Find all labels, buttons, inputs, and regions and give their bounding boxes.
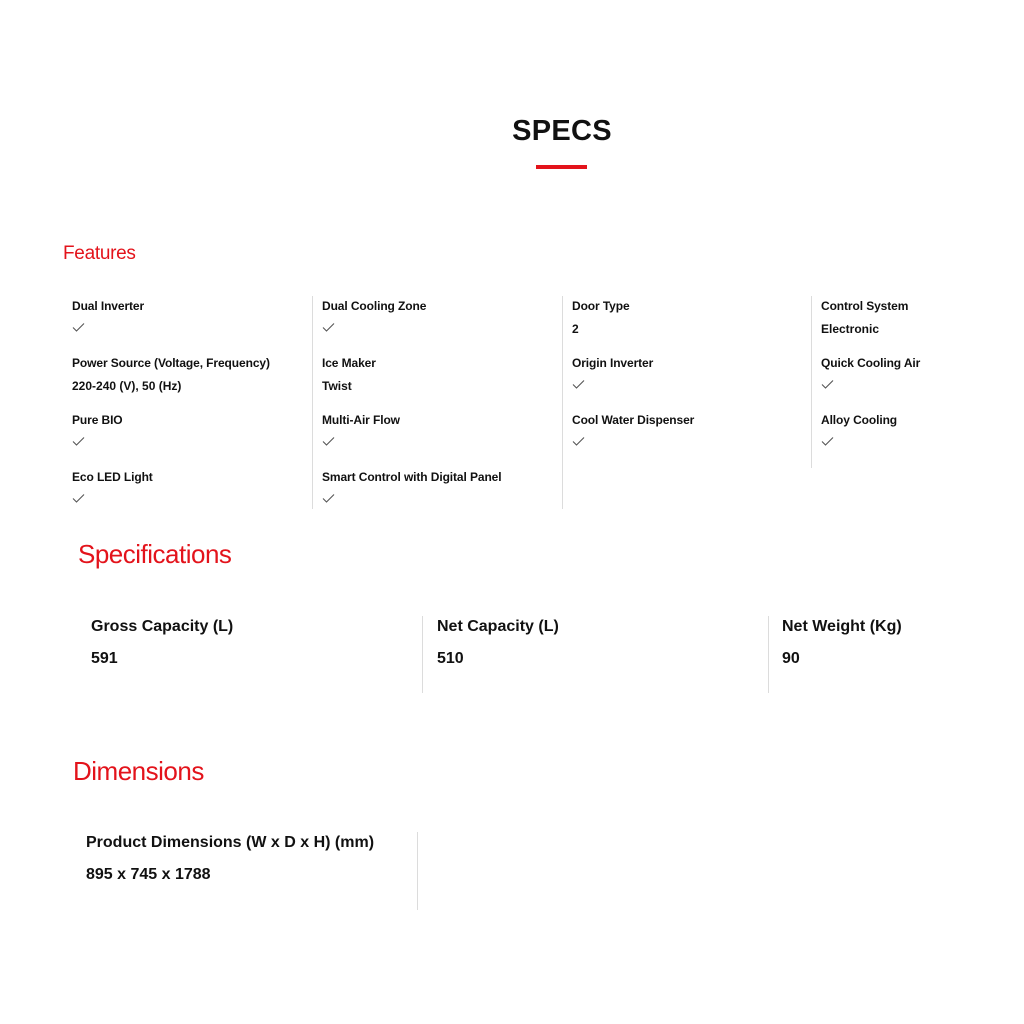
check-icon: [72, 322, 85, 333]
spec-value: 90: [782, 650, 800, 667]
feature-name: Multi-Air Flow: [322, 413, 400, 427]
feature-item: [313, 296, 562, 353]
feature-item: [313, 467, 562, 524]
feature-value: 220-240 (V), 50 (Hz): [72, 379, 182, 393]
page-title: SPECS: [512, 115, 612, 147]
feature-name: Door Type: [572, 299, 630, 313]
feature-name: Dual Cooling Zone: [322, 299, 427, 313]
title-underline: [536, 165, 587, 169]
check-icon: [572, 379, 585, 390]
spec-name: Net Capacity (L): [437, 618, 559, 635]
spec-item: [437, 616, 769, 693]
check-icon: [72, 436, 85, 447]
feature-name: Dual Inverter: [72, 299, 145, 313]
feature-item: [63, 410, 312, 467]
check-icon: [821, 436, 834, 447]
feature-item: [812, 410, 1012, 467]
check-icon: [821, 379, 834, 390]
check-icon: [72, 493, 85, 504]
spec-name: Gross Capacity (L): [91, 618, 234, 635]
features-column-1: [63, 296, 313, 509]
features-column-2: [313, 296, 563, 509]
specifications-heading: Specifications: [78, 539, 232, 569]
feature-name: Quick Cooling Air: [821, 356, 921, 370]
specs-title-container: [462, 112, 662, 150]
features-column-4: [811, 296, 1012, 468]
feature-item: [563, 353, 812, 410]
spec-value: 591: [91, 650, 118, 667]
check-icon: [572, 436, 585, 447]
check-icon: [322, 322, 335, 333]
feature-value: Electronic: [821, 322, 880, 336]
spec-value: 510: [437, 650, 464, 667]
feature-name: Power Source (Voltage, Frequency): [72, 356, 270, 370]
feature-name: Pure BIO: [72, 413, 123, 427]
feature-value: 2: [572, 322, 579, 336]
feature-item: [63, 353, 312, 410]
spec-name: Net Weight (Kg): [782, 618, 902, 635]
feature-name: Control System: [821, 299, 909, 313]
feature-item: [563, 410, 812, 467]
feature-item: [563, 296, 812, 353]
dimensions-heading: Dimensions: [73, 756, 204, 786]
feature-item: [812, 296, 1012, 353]
feature-value: Twist: [322, 379, 352, 393]
feature-item: [812, 353, 1012, 410]
feature-name: Alloy Cooling: [821, 413, 898, 427]
spec-item: [91, 616, 423, 693]
feature-name: Eco LED Light: [72, 470, 153, 484]
feature-name: Smart Control with Digital Panel: [322, 470, 502, 484]
features-column-3: [562, 296, 812, 509]
feature-item: [313, 353, 562, 410]
spec-item: [782, 616, 982, 693]
feature-name: Ice Maker: [322, 356, 376, 370]
feature-item: [63, 296, 312, 353]
dimension-value: 895 x 745 x 1788: [86, 866, 211, 883]
check-icon: [322, 493, 335, 504]
features-heading: Features: [63, 243, 136, 264]
feature-name: Cool Water Dispenser: [572, 413, 695, 427]
feature-item: [313, 410, 562, 467]
dimension-item: [86, 832, 418, 910]
check-icon: [322, 436, 335, 447]
feature-item: [63, 467, 312, 524]
dimension-name: Product Dimensions (W x D x H) (mm): [86, 834, 375, 851]
feature-name: Origin Inverter: [572, 356, 654, 370]
